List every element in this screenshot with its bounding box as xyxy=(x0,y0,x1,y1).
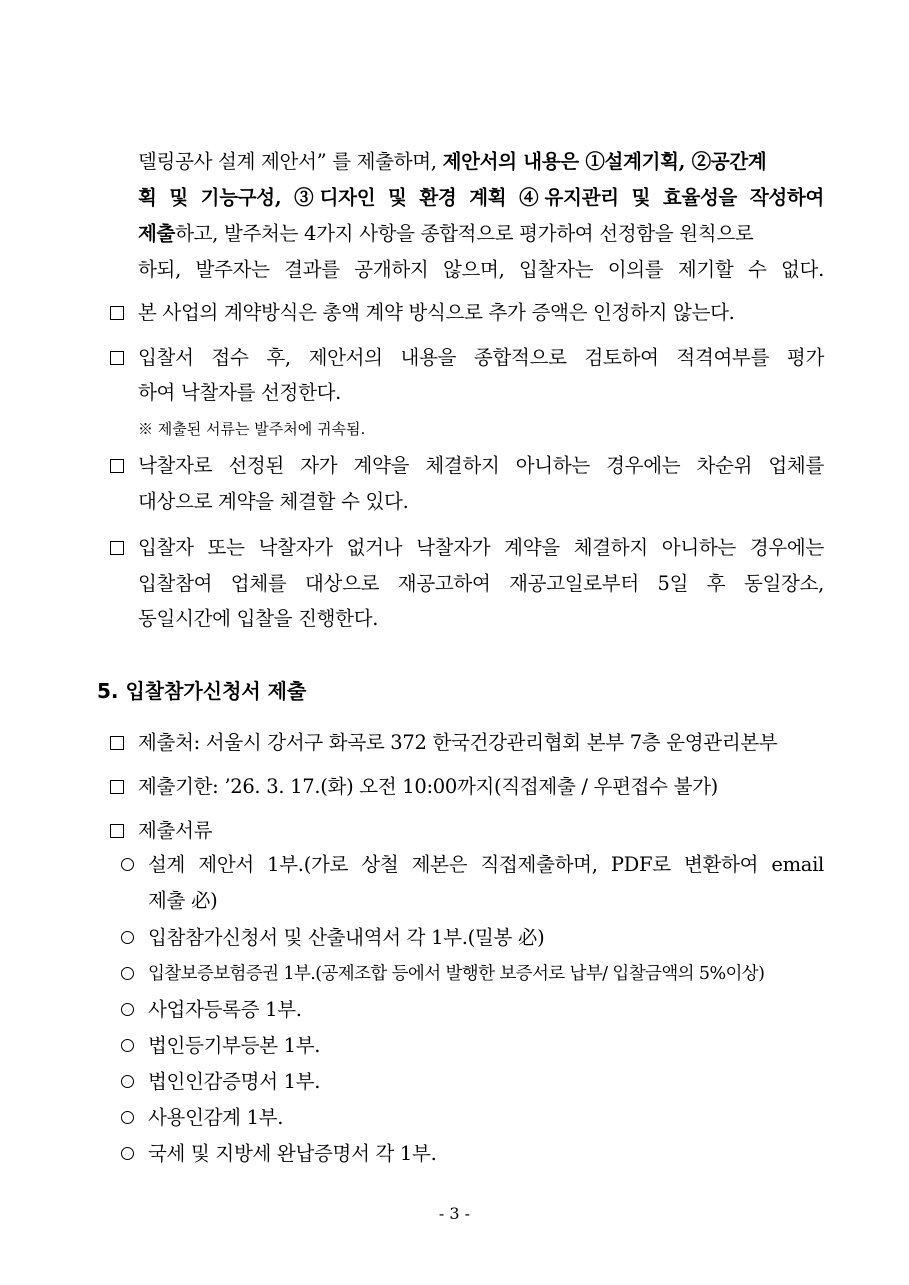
intro-line-4: 하되, 발주자는 결과를 공개하지 않으며, 입찰자는 이의를 제기할 수 없다. xyxy=(138,258,824,281)
section-heading: 5. 입찰참가신청서 제출 xyxy=(97,679,307,703)
document-item: 법인인감증명서 1부. xyxy=(148,1070,321,1093)
checkbox-icon xyxy=(110,541,124,555)
intro-line-3-bold: 제출 xyxy=(138,222,176,245)
bullet-circle-icon xyxy=(121,1039,134,1052)
intro-line-1-bold: 제안서의 내용은 ①설계기획, ②공간계 xyxy=(442,150,767,173)
bullet-circle-icon xyxy=(121,1075,134,1088)
intro-line-3 xyxy=(138,222,824,246)
page-number: - 3 - xyxy=(438,1204,471,1223)
document-item: 입참참가신청서 및 산출내역서 각 1부.(밀봉 必) xyxy=(148,926,545,949)
checkbox-icon xyxy=(110,780,124,794)
document-item-continued: 제출 必) xyxy=(148,889,218,912)
item-rebid-line-1: 입찰자 또는 낙찰자가 없거나 낙찰자가 계약을 체결하지 아니하는 경우에는 xyxy=(138,536,824,559)
item-rebid-line-2: 입찰참여 업체를 대상으로 재공고하여 재공고일로부터 5일 후 동일장소, xyxy=(138,572,824,595)
bullet-circle-icon xyxy=(121,1111,134,1124)
checkbox-icon xyxy=(110,824,124,838)
submission-deadline: 제출기한: ’26. 3. 17.(화) 오전 10:00까지(직접제출 / 우편접수 불가) xyxy=(138,775,718,798)
item-next-line-1: 낙찰자로 선정된 자가 계약을 체결하지 아니하는 경우에는 차순위 업체를 xyxy=(138,454,824,477)
checkbox-icon xyxy=(110,351,124,365)
item-next-line-2: 대상으로 계약을 체결할 수 있다. xyxy=(138,490,409,513)
checkbox-icon xyxy=(110,459,124,473)
checkbox-icon xyxy=(110,306,124,320)
intro-line-3-text: 하고, 발주처는 4가지 사항을 종합적으로 평가하여 선정함을 원칙으로 xyxy=(175,222,754,245)
document-item: 설계 제안서 1부.(가로 상철 제본은 직접제출하며, PDF로 변환하여 email xyxy=(148,853,824,876)
intro-line-1 xyxy=(138,150,824,174)
intro-line-2: 획 및 기능구성, ③디자인 및 환경 계획 ④유지관리 및 효율성을 작성하여 xyxy=(138,186,824,209)
bullet-circle-icon xyxy=(121,1147,134,1160)
bullet-circle-icon xyxy=(121,858,134,871)
document-item: 사업자등록증 1부. xyxy=(148,998,302,1021)
item-contract: 본 사업의 계약방식은 총액 계약 방식으로 추가 증액은 인정하지 않는다. xyxy=(138,301,735,324)
bullet-circle-icon xyxy=(121,1003,134,1016)
bullet-circle-icon xyxy=(121,931,134,944)
submission-place: 제출처: 서울시 강서구 화곡로 372 한국건강관리협회 본부 7층 운영관리본부 xyxy=(138,731,778,754)
documents-label: 제출서류 xyxy=(138,819,213,842)
intro-line-1-text: 델링공사 설계 제안서” 를 제출하며, xyxy=(138,150,443,173)
item-review-note: ※ 제출된 서류는 발주처에 귀속됨. xyxy=(138,420,366,438)
item-review-line-2: 하여 낙찰자를 선정한다. xyxy=(138,381,342,404)
bullet-circle-icon xyxy=(121,967,134,980)
document-item: 입찰보증보험증권 1부.(공제조합 등에서 발행한 보증서로 납부/ 입찰금액의 5%이상) xyxy=(148,964,765,984)
document-item: 국세 및 지방세 완납증명서 각 1부. xyxy=(148,1142,437,1165)
item-rebid-line-3: 동일시간에 입찰을 진행한다. xyxy=(138,607,379,630)
item-review-line-1: 입찰서 접수 후, 제안서의 내용을 종합적으로 검토하여 적격여부를 평가 xyxy=(138,346,824,369)
document-item: 사용인감계 1부. xyxy=(148,1106,284,1129)
document-item: 법인등기부등본 1부. xyxy=(148,1034,321,1057)
checkbox-icon xyxy=(110,736,124,750)
